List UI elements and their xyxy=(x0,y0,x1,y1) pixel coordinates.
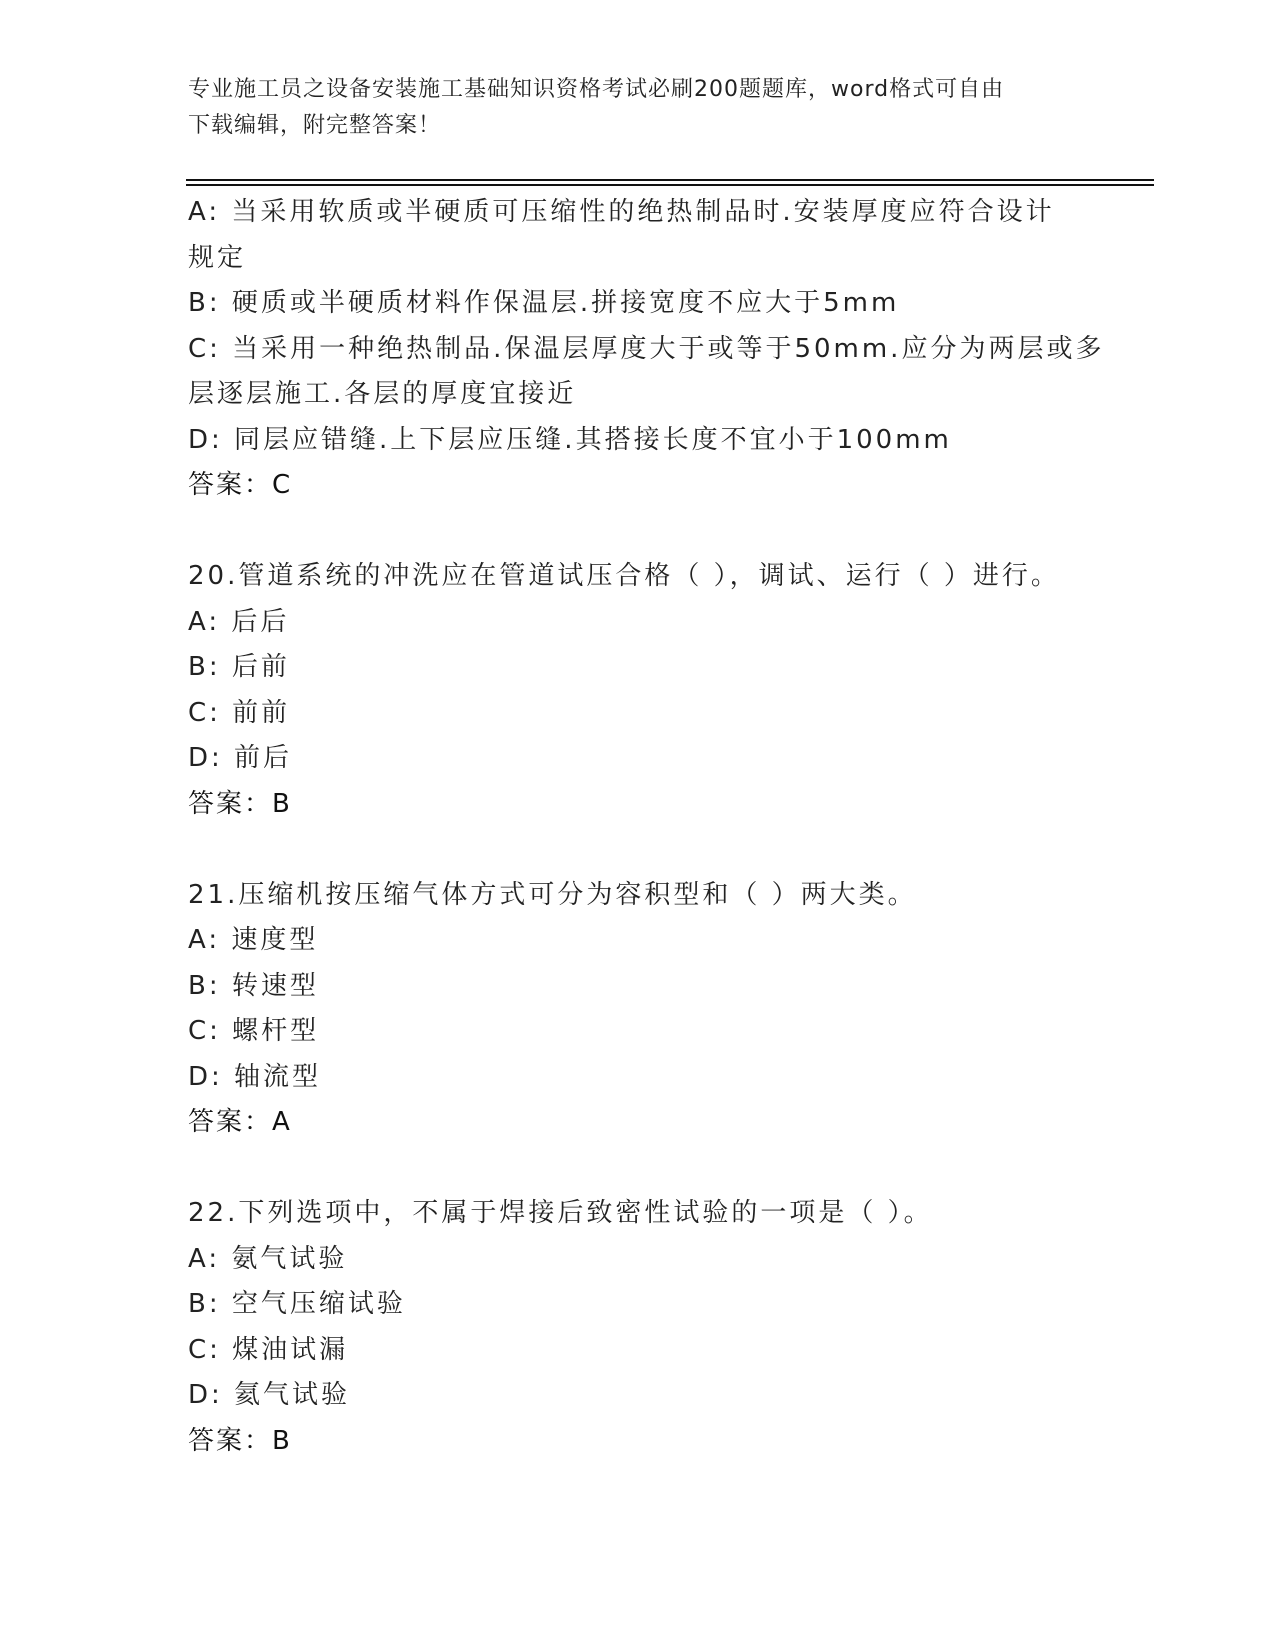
option-c: C: 螺杆型 xyxy=(188,1016,320,1046)
option-c: C: 前前 xyxy=(188,697,291,728)
answer: 答案：B xyxy=(188,1425,292,1456)
answer: 答案：C xyxy=(188,470,293,500)
question-text: 20.管道系统的冲洗应在管道试压合格（ ），调试、运行（ ）进行。 xyxy=(188,561,1060,591)
option-b: B: 转速型 xyxy=(188,970,319,1001)
question-text: 22.下列选项中，不属于焊接后致密性试验的一项是（ ）。 xyxy=(188,1198,933,1228)
option-b: B: 硬质或半硬质材料作保温层.拼接宽度不应大于5mm xyxy=(188,288,900,318)
header-line-2: 下载编辑，附完整答案！ xyxy=(188,113,442,138)
option-d: D: 同层应错缝.上下层应压缝.其搭接长度不宜小于100mm xyxy=(188,424,952,455)
option-c: C: 煤油试漏 xyxy=(188,1334,349,1365)
answer: 答案：B xyxy=(188,788,292,819)
spacer xyxy=(188,509,1108,555)
option-a: A: 速度型 xyxy=(188,925,319,955)
question-19-block xyxy=(188,190,1108,509)
header-line-1: 专业施工员之设备安装施工基础知识资格考试必刷200题题库，word格式可自由 xyxy=(188,77,1005,102)
option-d: D: 氦气试验 xyxy=(188,1380,351,1410)
question-text: 21.压缩机按压缩气体方式可分为容积型和（ ）两大类。 xyxy=(188,879,917,910)
option-b: B: 后前 xyxy=(188,652,290,682)
option-c-line-2: 层逐层施工.各层的厚度宜接近 xyxy=(188,379,577,409)
question-21-block xyxy=(188,873,1108,1146)
spacer xyxy=(188,1146,1108,1192)
option-a: A: 后后 xyxy=(188,606,290,637)
answer: 答案：A xyxy=(188,1107,292,1137)
header-rule-bottom xyxy=(186,184,1154,186)
option-a-line-1: A: 当采用软质或半硬质可压缩性的绝热制品时.安装厚度应符合设计 xyxy=(188,197,1055,227)
option-a: A: 氨气试验 xyxy=(188,1243,348,1274)
option-c-line-1: C: 当采用一种绝热制品.保温层厚度大于或等于50mm.应分为两层或多 xyxy=(188,333,1105,364)
option-a-line-2: 规定 xyxy=(188,242,247,273)
option-b: B: 空气压缩试验 xyxy=(188,1289,406,1319)
header-rule-top xyxy=(186,179,1154,181)
option-d: D: 轴流型 xyxy=(188,1061,322,1092)
document-header xyxy=(188,72,1088,144)
option-d: D: 前后 xyxy=(188,743,293,773)
spacer xyxy=(188,827,1108,873)
question-22-block xyxy=(188,1191,1108,1464)
document-body xyxy=(188,190,1108,1464)
question-20-block xyxy=(188,554,1108,827)
